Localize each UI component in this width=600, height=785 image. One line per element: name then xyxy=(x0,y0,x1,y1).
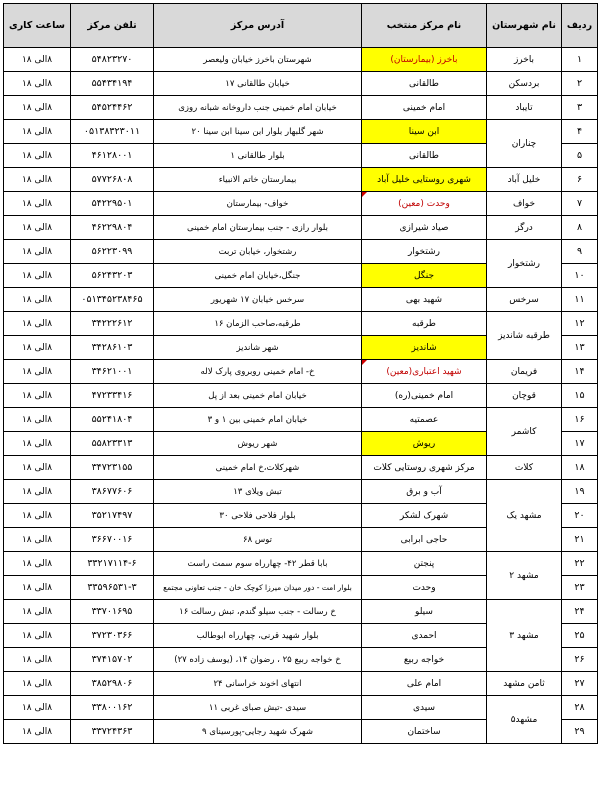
center-phone: ۳۳۲۱۷۱۱۴-۶ xyxy=(71,552,154,576)
city-name: فریمان xyxy=(487,360,562,384)
row-number: ۱۰ xyxy=(562,264,598,288)
working-hours: ۸الی ۱۸ xyxy=(4,672,71,696)
center-address: خیابان امام خمینی بین ۱ و ۳ xyxy=(154,408,362,432)
header-city: نام شهرستان xyxy=(487,4,562,48)
center-phone: ۴۷۲۳۳۴۱۶ xyxy=(71,384,154,408)
table-row xyxy=(4,408,598,432)
working-hours: ۸الی ۱۸ xyxy=(4,648,71,672)
table-row xyxy=(4,96,598,120)
center-name: پنجتن xyxy=(362,552,487,576)
working-hours: ۸الی ۱۸ xyxy=(4,72,71,96)
working-hours: ۸الی ۱۸ xyxy=(4,336,71,360)
center-address: سیدی -تبش صبای غربی ۱۱ xyxy=(154,696,362,720)
row-number: ۲۴ xyxy=(562,600,598,624)
row-number: ۲۳ xyxy=(562,576,598,600)
working-hours: ۸الی ۱۸ xyxy=(4,384,71,408)
center-name: امام خمینی(ره) xyxy=(362,384,487,408)
row-number: ۱۱ xyxy=(562,288,598,312)
row-number: ۳ xyxy=(562,96,598,120)
row-number: ۱۲ xyxy=(562,312,598,336)
center-name: طالقانی xyxy=(362,72,487,96)
table-row xyxy=(4,48,598,72)
center-name: شهرک لشکر xyxy=(362,504,487,528)
center-address: بیمارستان خاتم الانبیاء xyxy=(154,168,362,192)
working-hours: ۸الی ۱۸ xyxy=(4,696,71,720)
city-name: درگز xyxy=(487,216,562,240)
center-name: عصمتیه xyxy=(362,408,487,432)
center-address: شهر شاندیز xyxy=(154,336,362,360)
center-phone: ۳۸۵۲۹۸۰۶ xyxy=(71,672,154,696)
center-phone: ۳۳۵۹۶۵۳۱-۳ xyxy=(71,576,154,600)
center-name: ساختمان xyxy=(362,720,487,744)
center-phone: ۰۵۱۳۴۵۲۳۸۴۶۵ xyxy=(71,288,154,312)
working-hours: ۸الی ۱۸ xyxy=(4,624,71,648)
header-center: نام مرکز منتخب xyxy=(362,4,487,48)
city-name: خواف xyxy=(487,192,562,216)
table-row xyxy=(4,552,598,576)
row-number: ۲۶ xyxy=(562,648,598,672)
center-address: خیابان امام خمینی بعد از پل xyxy=(154,384,362,408)
row-number: ۲۹ xyxy=(562,720,598,744)
working-hours: ۸الی ۱۸ xyxy=(4,264,71,288)
center-address: خ خواجه ربیع ۲۵ ، رضوان ۱۴، (یوسف زاده ۲۷) xyxy=(154,648,362,672)
city-name: قوچان xyxy=(487,384,562,408)
center-phone: ۵۷۷۲۶۸۰۸ xyxy=(71,168,154,192)
center-phone: ۳۸۶۷۷۶۰۶ xyxy=(71,480,154,504)
center-address: خ- امام خمینی روبروی پارک لاله xyxy=(154,360,362,384)
center-name: وحدت (معین) xyxy=(362,192,487,216)
center-name: جنگل xyxy=(362,264,487,288)
working-hours: ۸الی ۱۸ xyxy=(4,240,71,264)
table-row xyxy=(4,600,598,624)
center-name: شهری روستایی خلیل آباد xyxy=(362,168,487,192)
row-number: ۲۲ xyxy=(562,552,598,576)
center-address: شهر ریوش xyxy=(154,432,362,456)
row-number: ۹ xyxy=(562,240,598,264)
working-hours: ۸الی ۱۸ xyxy=(4,48,71,72)
center-name: آب و برق xyxy=(362,480,487,504)
row-number: ۱۵ xyxy=(562,384,598,408)
center-name: شاندیز xyxy=(362,336,487,360)
centers-table xyxy=(3,3,598,744)
row-number: ۲۸ xyxy=(562,696,598,720)
center-name: ابن سینا xyxy=(362,120,487,144)
center-phone: ۵۴۵۲۴۴۶۲ xyxy=(71,96,154,120)
row-number: ۱۸ xyxy=(562,456,598,480)
working-hours: ۸الی ۱۸ xyxy=(4,216,71,240)
center-address: بلوار شهید قرنی، چهارراه ابوطالب xyxy=(154,624,362,648)
center-name: طرقبه xyxy=(362,312,487,336)
center-name: وحدت xyxy=(362,576,487,600)
center-address: خواف- بیمارستان xyxy=(154,192,362,216)
center-address: شهرک شهید رجایی-پورسینای ۹ xyxy=(154,720,362,744)
working-hours: ۸الی ۱۸ xyxy=(4,168,71,192)
city-name: کلات xyxy=(487,456,562,480)
table-row xyxy=(4,168,598,192)
working-hours: ۸الی ۱۸ xyxy=(4,720,71,744)
center-phone: ۰۵۱۳۸۳۲۳۰۱۱ xyxy=(71,120,154,144)
center-address: تبش ویلای ۱۳ xyxy=(154,480,362,504)
working-hours: ۸الی ۱۸ xyxy=(4,576,71,600)
center-phone: ۳۴۷۲۳۱۵۵ xyxy=(71,456,154,480)
table-row xyxy=(4,696,598,720)
city-name: مشهد۵ xyxy=(487,696,562,744)
center-phone: ۴۶۲۲۹۸۰۴ xyxy=(71,216,154,240)
table-row xyxy=(4,672,598,696)
header-row xyxy=(4,4,598,48)
city-name: مشهد یک xyxy=(487,480,562,552)
center-name: امام خمینی xyxy=(362,96,487,120)
table-row xyxy=(4,312,598,336)
center-name: سیلو xyxy=(362,600,487,624)
center-address: طرقبه،صاحب الزمان ۱۶ xyxy=(154,312,362,336)
center-phone: ۳۵۲۱۷۴۹۷ xyxy=(71,504,154,528)
center-name: خواجه ربیع xyxy=(362,648,487,672)
table-row xyxy=(4,72,598,96)
center-phone: ۵۶۲۴۳۲۰۳ xyxy=(71,264,154,288)
center-address: خیابان امام خمینی جنب داروخانه شبانه روزی xyxy=(154,96,362,120)
center-phone: ۳۳۸۰۰۱۶۲ xyxy=(71,696,154,720)
working-hours: ۸الی ۱۸ xyxy=(4,408,71,432)
working-hours: ۸الی ۱۸ xyxy=(4,96,71,120)
center-name: صیاد شیرازی xyxy=(362,216,487,240)
city-name: خلیل آباد xyxy=(487,168,562,192)
center-name: طالقانی xyxy=(362,144,487,168)
table-row xyxy=(4,360,598,384)
table-row xyxy=(4,120,598,144)
center-name: باخرز (بیمارستان) xyxy=(362,48,487,72)
table-row xyxy=(4,192,598,216)
center-name: مرکز شهری روستایی کلات xyxy=(362,456,487,480)
row-number: ۲۵ xyxy=(562,624,598,648)
center-phone: ۳۷۴۱۵۷۰۲ xyxy=(71,648,154,672)
city-name: مشهد ۲ xyxy=(487,552,562,600)
row-number: ۵ xyxy=(562,144,598,168)
working-hours: ۸الی ۱۸ xyxy=(4,552,71,576)
working-hours: ۸الی ۱۸ xyxy=(4,432,71,456)
center-name: شهید اعتباری(معین) xyxy=(362,360,487,384)
row-number: ۷ xyxy=(562,192,598,216)
center-address: جنگل،خیابان امام خمینی xyxy=(154,264,362,288)
center-name: احمدی xyxy=(362,624,487,648)
center-phone: ۵۶۲۲۳۰۹۹ xyxy=(71,240,154,264)
working-hours: ۸الی ۱۸ xyxy=(4,600,71,624)
center-address: شهرستان باخرز خیابان ولیعصر xyxy=(154,48,362,72)
row-number: ۲۷ xyxy=(562,672,598,696)
center-phone: ۵۴۲۲۹۵۰۱ xyxy=(71,192,154,216)
table-row xyxy=(4,384,598,408)
center-phone: ۳۴۲۲۲۶۱۲ xyxy=(71,312,154,336)
center-phone: ۳۷۲۳۰۳۶۶ xyxy=(71,624,154,648)
center-phone: ۵۵۸۲۳۳۱۳ xyxy=(71,432,154,456)
working-hours: ۸الی ۱۸ xyxy=(4,312,71,336)
row-number: ۸ xyxy=(562,216,598,240)
row-number: ۱۷ xyxy=(562,432,598,456)
working-hours: ۸الی ۱۸ xyxy=(4,144,71,168)
working-hours: ۸الی ۱۸ xyxy=(4,360,71,384)
center-name: امام علی xyxy=(362,672,487,696)
center-address: بلوار رازی - جنب بیمارستان امام خمینی xyxy=(154,216,362,240)
center-address: خ رسالت - جنب سیلو گندم، تبش رسالت ۱۶ xyxy=(154,600,362,624)
center-address: خیابان طالقانی ۱۷ xyxy=(154,72,362,96)
working-hours: ۸الی ۱۸ xyxy=(4,504,71,528)
working-hours: ۸الی ۱۸ xyxy=(4,192,71,216)
center-name: رشتخوار xyxy=(362,240,487,264)
center-name: حاجی ابرابی xyxy=(362,528,487,552)
header-row-number: ردیف xyxy=(562,4,598,48)
center-phone: ۳۶۶۷۰۰۱۶ xyxy=(71,528,154,552)
table-row xyxy=(4,480,598,504)
header-address: آدرس مرکز xyxy=(154,4,362,48)
row-number: ۲۱ xyxy=(562,528,598,552)
row-number: ۱۳ xyxy=(562,336,598,360)
centers-table-wrapper xyxy=(3,3,597,783)
center-address: بلوار امت - دور میدان میرزا کوچک خان - جنب تعاونی مجتمع xyxy=(154,576,362,600)
center-phone: ۳۴۶۲۱۰۰۱ xyxy=(71,360,154,384)
center-address: بلوار طالقانی ۱ xyxy=(154,144,362,168)
center-address: توس ۶۸ xyxy=(154,528,362,552)
city-name: چناران xyxy=(487,120,562,168)
row-number: ۱۴ xyxy=(562,360,598,384)
city-name: ثامن مشهد xyxy=(487,672,562,696)
center-address: سرخس خیابان ۱۷ شهریور xyxy=(154,288,362,312)
working-hours: ۸الی ۱۸ xyxy=(4,120,71,144)
center-address: شهرکلات،خ امام خمینی xyxy=(154,456,362,480)
center-address: انتهای اخوند خراسانی ۲۴ xyxy=(154,672,362,696)
center-name: ریوش xyxy=(362,432,487,456)
city-name: طرقبه شاندیز xyxy=(487,312,562,360)
center-phone: ۳۴۲۸۶۱۰۳ xyxy=(71,336,154,360)
city-name: کاشمر xyxy=(487,408,562,456)
center-address: بلوار فلاحی فلاحی ۳۰ xyxy=(154,504,362,528)
city-name: مشهد ۳ xyxy=(487,600,562,672)
table-row xyxy=(4,240,598,264)
working-hours: ۸الی ۱۸ xyxy=(4,480,71,504)
row-number: ۱ xyxy=(562,48,598,72)
row-number: ۱۹ xyxy=(562,480,598,504)
row-number: ۲۰ xyxy=(562,504,598,528)
table-row xyxy=(4,288,598,312)
working-hours: ۸الی ۱۸ xyxy=(4,456,71,480)
table-row xyxy=(4,456,598,480)
center-phone: ۵۵۴۳۴۱۹۴ xyxy=(71,72,154,96)
table-row xyxy=(4,216,598,240)
row-number: ۶ xyxy=(562,168,598,192)
header-hours: ساعت کاری xyxy=(4,4,71,48)
row-number: ۲ xyxy=(562,72,598,96)
center-name: سیدی xyxy=(362,696,487,720)
header-phone: تلفن مرکز xyxy=(71,4,154,48)
row-number: ۴ xyxy=(562,120,598,144)
center-phone: ۵۴۸۲۳۲۷۰ xyxy=(71,48,154,72)
city-name: رشتخوار xyxy=(487,240,562,288)
center-address: رشتخوار، خیابان تربت xyxy=(154,240,362,264)
center-name: شهید بهی xyxy=(362,288,487,312)
center-phone: ۵۵۲۴۱۸۰۴ xyxy=(71,408,154,432)
row-number: ۱۶ xyxy=(562,408,598,432)
city-name: سرخس xyxy=(487,288,562,312)
city-name: تایباد xyxy=(487,96,562,120)
working-hours: ۸الی ۱۸ xyxy=(4,288,71,312)
center-phone: ۴۶۱۲۸۰۰۱ xyxy=(71,144,154,168)
center-phone: ۳۳۷۰۱۶۹۵ xyxy=(71,600,154,624)
center-phone: ۳۳۷۲۴۳۶۳ xyxy=(71,720,154,744)
center-address: بابا قطر ۴۲- چهارراه سوم سمت راست xyxy=(154,552,362,576)
city-name: باخرز xyxy=(487,48,562,72)
working-hours: ۸الی ۱۸ xyxy=(4,528,71,552)
center-address: شهر گلبهار بلوار ابن سینا ابن سینا ۲۰ xyxy=(154,120,362,144)
city-name: بردسکن xyxy=(487,72,562,96)
